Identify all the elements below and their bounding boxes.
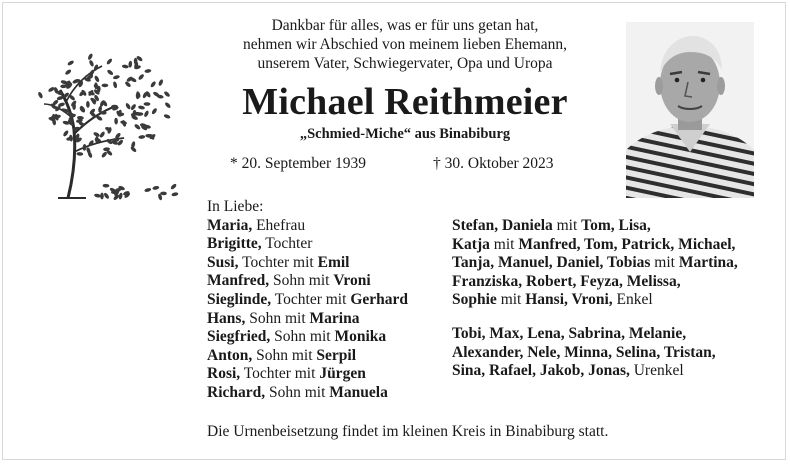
family-member-row xyxy=(207,310,408,329)
leaf-shape xyxy=(158,79,164,87)
leaf-shape xyxy=(134,58,138,65)
leaf-shape xyxy=(152,185,159,190)
leaf-shape xyxy=(122,64,129,69)
leaf-shape xyxy=(76,152,83,156)
family-member-row xyxy=(207,235,408,254)
descendant-names: Manfred, Tom, Patrick, Michael, xyxy=(518,235,736,253)
descendant-text: mit xyxy=(496,291,526,309)
member-name: Sieglinde, xyxy=(207,290,272,308)
nickname: „Schmied-Miche“ aus Binabiburg xyxy=(299,126,511,142)
descendant-names: Katja xyxy=(452,235,490,253)
leaf-shape xyxy=(144,69,151,74)
member-relation: Sohn mit xyxy=(270,328,335,346)
family-list xyxy=(207,198,408,403)
member-partner: Marina xyxy=(309,309,360,327)
leaf-shape xyxy=(103,192,110,200)
leaf-shape xyxy=(112,81,117,89)
member-name: Manfred, xyxy=(207,272,270,290)
death-date: † 30. Oktober 2023 xyxy=(433,155,554,172)
leaf-shape xyxy=(87,53,93,61)
family-member-row xyxy=(207,347,408,366)
windblown-tree-icon xyxy=(30,34,190,202)
descendant-text: mit xyxy=(489,235,519,253)
leaf-shape xyxy=(100,193,104,200)
header xyxy=(215,16,595,143)
member-relation: Sohn mit xyxy=(269,272,334,290)
member-partner: Serpil xyxy=(316,346,357,364)
leaf-shape xyxy=(64,69,72,76)
leaf-shape xyxy=(125,102,132,110)
descendant-text: Enkel xyxy=(612,291,653,309)
descendant-names: Martina, xyxy=(678,254,738,272)
leaf-shape xyxy=(114,118,118,125)
leaf-shape xyxy=(113,75,121,80)
leaf-shape xyxy=(138,73,145,80)
member-name: Richard, xyxy=(207,383,266,401)
leaf-shape xyxy=(171,192,178,197)
leaf-shape xyxy=(62,130,69,138)
member-partner: Gerhard xyxy=(350,290,408,308)
descendant-line xyxy=(452,273,738,292)
family-member-row xyxy=(207,272,408,291)
member-partner: Monika xyxy=(334,328,387,346)
member-relation: Tochter mit xyxy=(238,253,318,271)
leaf-shape xyxy=(37,91,43,99)
leaf-shape xyxy=(88,59,94,67)
member-name: Brigitte, xyxy=(207,235,262,253)
descendant-names: Tanja, Manuel, Daniel, Tobias xyxy=(452,254,651,272)
family-member-row xyxy=(207,254,408,273)
member-relation: Tochter xyxy=(261,235,313,253)
member-relation: Sohn mit xyxy=(252,346,317,364)
descendant-names: Franziska, Robert, Feyza, Melissa, xyxy=(452,272,681,290)
deceased-name: Michael Reithmeier xyxy=(242,81,568,123)
descendant-line xyxy=(452,344,738,363)
intro-line: nehmen wir Abschied von meinem lieben Ehemann, xyxy=(242,36,568,53)
leaf-shape xyxy=(130,103,137,111)
member-relation: Sohn mit xyxy=(265,383,330,401)
family-member-row xyxy=(207,384,408,403)
burial-note: Die Urnenbeisetzung findet im kleinen Kreis in Binabiburg statt. xyxy=(207,423,609,440)
descendant-names: Stefan, Daniela xyxy=(452,217,553,234)
leaf-shape xyxy=(144,102,151,106)
descendant-line xyxy=(452,362,738,381)
leaf-shape xyxy=(144,187,151,192)
leaf-shape xyxy=(164,102,171,109)
descendant-text: mit xyxy=(552,217,582,234)
member-relation: Ehefrau xyxy=(252,216,306,234)
member-partner: Emil xyxy=(317,253,350,271)
leaf-shape xyxy=(99,131,106,139)
member-name: Anton, xyxy=(207,346,253,364)
leaf-shape xyxy=(128,61,132,68)
descendant-text: mit xyxy=(650,254,679,272)
descendant-line xyxy=(452,236,738,255)
descendant-line xyxy=(452,254,738,273)
intro-line: unserem Vater, Schwiegervater, Opa und Uropa xyxy=(257,55,553,72)
member-name: Susi, xyxy=(207,253,239,271)
birth-date: * 20. September 1939 xyxy=(230,155,367,172)
family-member-row xyxy=(207,217,408,236)
leaf-shape xyxy=(94,193,101,198)
member-name: Hans, xyxy=(207,309,246,327)
member-name: Rosi, xyxy=(207,365,241,383)
leaf-shape xyxy=(106,69,114,76)
member-relation: Tochter mit xyxy=(271,290,351,308)
member-relation: Tochter mit xyxy=(240,365,320,383)
descendant-line xyxy=(452,217,738,236)
leaf-shape xyxy=(69,134,74,141)
in-liebe-label: In Liebe: xyxy=(207,198,264,215)
member-relation: Sohn mit xyxy=(245,309,310,327)
leaf-shape xyxy=(102,84,109,88)
leaf-shape xyxy=(151,107,158,115)
portrait-photo xyxy=(626,22,754,198)
leaf-shape xyxy=(94,75,100,83)
member-partner: Manuela xyxy=(329,383,388,401)
leaf-shape xyxy=(124,81,131,88)
family-member-row xyxy=(207,291,408,310)
leaf-shape xyxy=(150,81,157,89)
family-member-row xyxy=(207,328,408,347)
member-name: Siegfried, xyxy=(207,328,271,346)
leaf-shape xyxy=(163,91,170,98)
leaf-shape xyxy=(83,144,87,151)
grandchildren-list xyxy=(452,217,738,381)
leaf-shape xyxy=(103,184,110,188)
leaf-shape xyxy=(138,105,145,110)
leaf-shape xyxy=(67,60,75,67)
leaf-shape xyxy=(163,114,171,120)
descendant-names: Tom, Lisa, xyxy=(581,217,651,234)
descendant-names: Alexander, Nele, Minna, Selina, Tristan, xyxy=(452,343,716,361)
descendant-line xyxy=(452,325,738,344)
descendant-line xyxy=(452,291,738,310)
intro-line: Dankbar für alles, was er für uns getan hat, xyxy=(271,17,539,34)
leaf-shape xyxy=(86,101,90,108)
leaf-shape xyxy=(170,183,177,190)
descendant-text: Urenkel xyxy=(629,362,684,380)
intro-text xyxy=(215,16,595,73)
family-member-row xyxy=(207,365,408,384)
descendant-names: Tobi, Max, Lena, Sabrina, Melanie, xyxy=(452,324,687,342)
descendant-names: Hansi, Vroni, xyxy=(525,291,613,309)
member-partner: Jürgen xyxy=(319,365,366,383)
leaf-shape xyxy=(138,135,145,139)
member-partner: Vroni xyxy=(333,272,371,290)
leaf-shape xyxy=(134,123,142,130)
leaf-shape xyxy=(160,192,167,196)
leaf-shape xyxy=(106,58,113,65)
member-name: Maria, xyxy=(207,216,253,234)
leaf-shape xyxy=(143,110,149,118)
descendant-names: Sophie xyxy=(452,291,497,309)
descendant-names: Sina, Rafael, Jakob, Jonas, xyxy=(452,362,630,380)
